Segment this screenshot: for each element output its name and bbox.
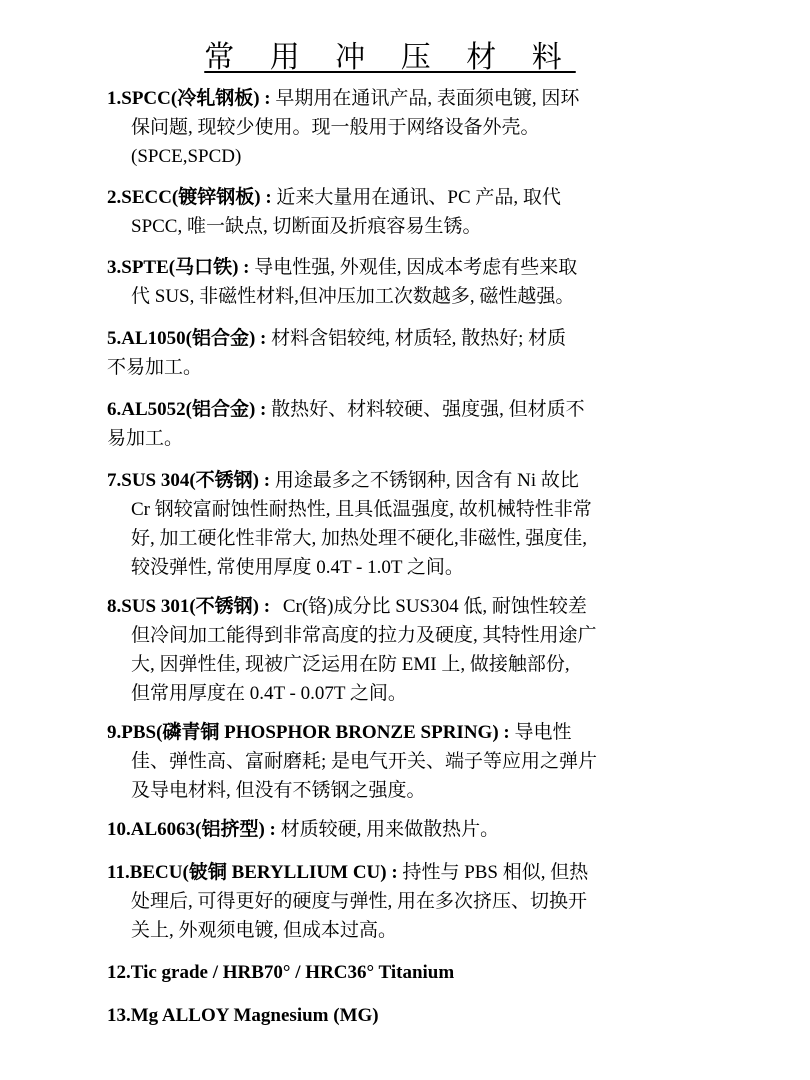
list-item (107, 858, 674, 945)
item-heading: 2.SECC(镀锌钢板) : (107, 187, 277, 208)
item-text: Cr(铬)成分比 SUS304 低, 耐蚀性较差 (282, 596, 587, 617)
item-heading: 12.Tic grade / HRB70° / HRC36° Titanium (107, 962, 455, 983)
item-heading: 13.Mg ALLOY Magnesium (MG) (107, 1005, 379, 1026)
item-heading: 5.AL1050(铝合金) : (107, 328, 272, 349)
item-text: 及导电材料, 但没有不锈钢之强度。 (131, 780, 426, 801)
item-text: 佳、弹性高、富耐磨耗; 是电气开关、端子等应用之弹片 (131, 751, 598, 772)
item-text: 材料含铝较纯, 材质轻, 散热好; 材质 (271, 328, 567, 349)
list-item (107, 592, 674, 708)
item-text: 早期用在通讯产品, 表面须电镀, 因环 (275, 88, 580, 109)
page-title: 常 用 冲 压 材 料 (204, 41, 576, 74)
list-item (107, 1001, 674, 1030)
item-text: 导电性 (514, 722, 572, 743)
item-heading: 8.SUS 301(不锈钢) : (107, 596, 275, 617)
item-text: (SPCE,SPCD) (131, 146, 242, 167)
item-text: Cr 钢较富耐蚀性耐热性, 且具低温强度, 故机械特性非常 (131, 499, 592, 520)
item-heading: 6.AL5052(铝合金) : (107, 399, 272, 420)
item-text: 材质较硬, 用来做散热片。 (280, 819, 500, 840)
item-text: 用途最多之不锈钢种, 因含有 Ni 故比 (274, 470, 579, 491)
item-text: 近来大量用在通讯、PC 产品, 取代 (276, 187, 561, 208)
item-text: 但冷间加工能得到非常高度的拉力及硬度, 其特性用途广 (131, 625, 597, 646)
list-item (107, 718, 674, 805)
item-text: 关上, 外观须电镀, 但成本过高。 (131, 920, 398, 941)
list-item (107, 466, 674, 582)
item-text: 保问题, 现较少使用。现一般用于网络设备外壳。 (131, 117, 540, 138)
item-text: 好, 加工硬化性非常大, 加热处理不硬化,非磁性, 强度佳, (131, 528, 588, 549)
item-text: 较没弹性, 常使用厚度 0.4T - 1.0T 之间。 (131, 557, 464, 578)
item-heading: 3.SPTE(马口铁) : (107, 257, 255, 278)
list-item (107, 84, 674, 171)
item-heading: 9.PBS(磷青铜 PHOSPHOR BRONZE SPRING) : (107, 722, 515, 743)
item-text: 大, 因弹性佳, 现被广泛运用在防 EMI 上, 做接触部份, (131, 654, 570, 675)
item-heading: 1.SPCC(冷轧钢板) : (107, 88, 276, 109)
item-text: SPCC, 唯一缺点, 切断面及折痕容易生锈。 (131, 216, 482, 237)
item-text: 散热好、材料较硬、强度强, 但材质不 (271, 399, 585, 420)
item-text: 但常用厚度在 0.4T - 0.07T 之间。 (131, 683, 407, 704)
list-item (107, 395, 674, 453)
list-item (107, 183, 674, 241)
item-text: 导电性强, 外观佳, 因成本考虑有些来取 (254, 257, 578, 278)
list-item (107, 253, 674, 311)
list-item (107, 324, 674, 382)
item-heading: 7.SUS 304(不锈钢) : (107, 470, 275, 491)
item-heading: 11.BECU(铍铜 BERYLLIUM CU) : (107, 862, 403, 883)
item-text: 不易加工。 (107, 357, 203, 378)
item-text: 易加工。 (107, 428, 184, 449)
item-text: 处理后, 可得更好的硬度与弹性, 用在多次挤压、切换开 (131, 891, 588, 912)
item-text: 代 SUS, 非磁性材料,但冲压加工次数越多, 磁性越强。 (131, 286, 575, 307)
item-heading: 10.AL6063(铝挤型) : (107, 819, 281, 840)
list-item (107, 815, 674, 844)
item-text: 持性与 PBS 相似, 但热 (402, 862, 589, 883)
list-item (107, 958, 674, 987)
